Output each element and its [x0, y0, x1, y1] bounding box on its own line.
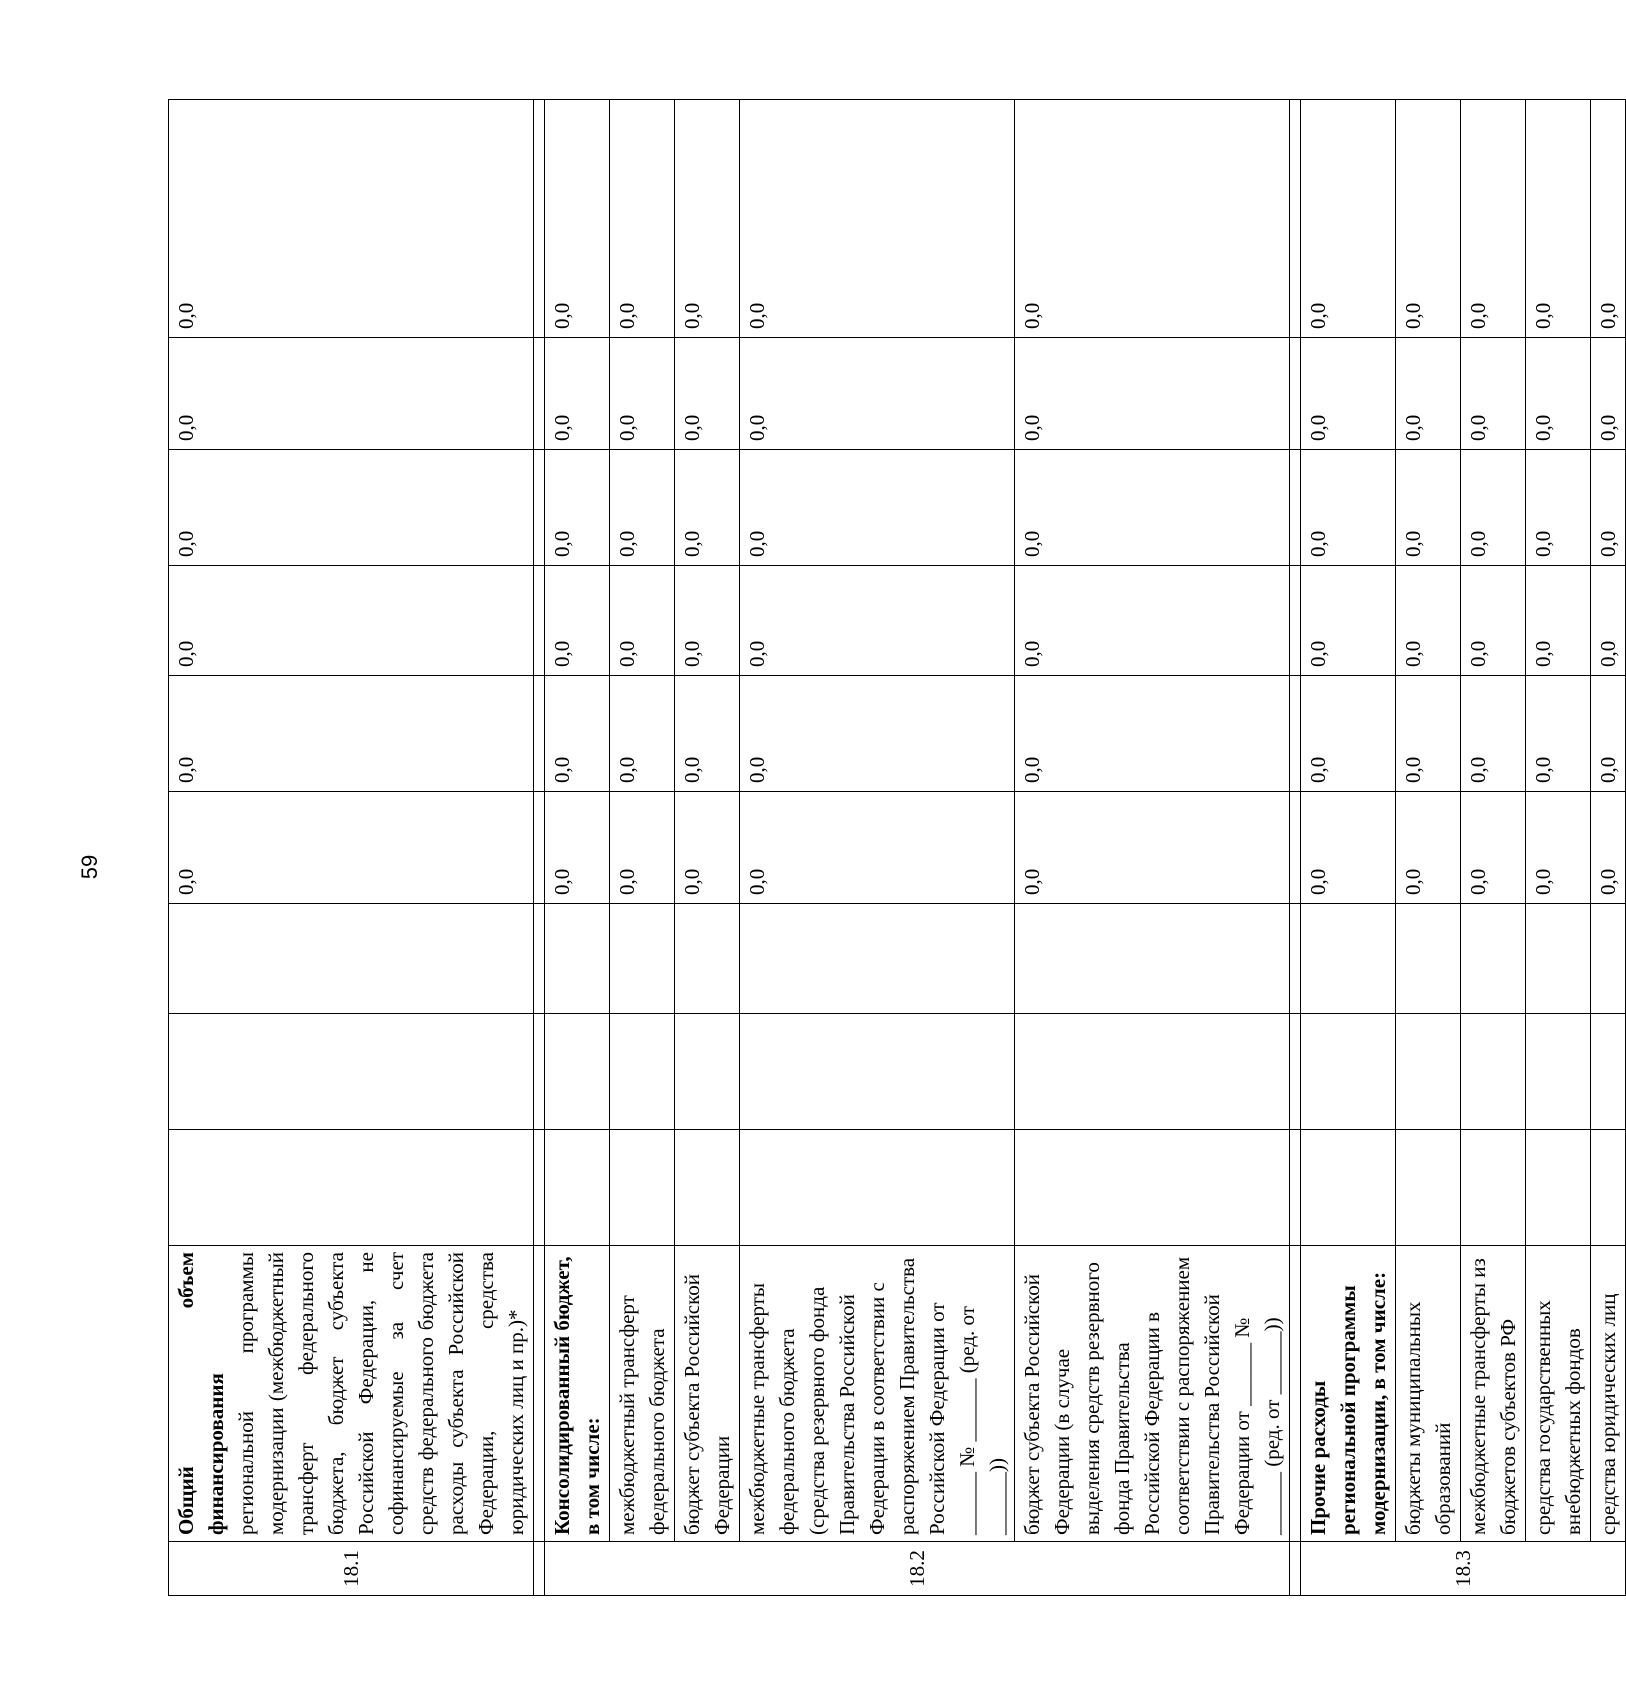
empty-cell	[1301, 904, 1396, 1014]
value-cell: 0,0	[545, 338, 610, 450]
empty-cell	[1461, 1130, 1526, 1246]
value-cell: 0,0	[1015, 676, 1290, 792]
value-cell: 0,0	[169, 792, 534, 904]
row-number: 18.1	[169, 1542, 534, 1596]
value-cell: 0,0	[1396, 676, 1461, 792]
value-cell: 0,0	[169, 676, 534, 792]
value-cell: 0,0	[1015, 792, 1290, 904]
empty-cell	[1015, 1014, 1290, 1130]
value-cell: 0,0	[1301, 450, 1396, 566]
empty-cell	[1015, 904, 1290, 1014]
empty-cell	[545, 904, 610, 1014]
table-row	[169, 100, 534, 1596]
value-cell: 0,0	[1526, 450, 1591, 566]
empty-cell	[610, 1130, 675, 1246]
value-cell: 0,0	[1461, 100, 1526, 338]
value-cell: 0,0	[675, 792, 740, 904]
row-number: 18.3	[1301, 1542, 1626, 1596]
value-cell: 0,0	[1015, 338, 1290, 450]
value-cell: 0,0	[1015, 566, 1290, 676]
value-cell: 0,0	[169, 566, 534, 676]
empty-cell	[1461, 904, 1526, 1014]
empty-cell	[169, 904, 534, 1014]
empty-cell	[1526, 904, 1591, 1014]
table-row	[1015, 100, 1290, 1596]
value-cell: 0,0	[1396, 338, 1461, 450]
value-cell: 0,0	[1461, 338, 1526, 450]
value-cell: 0,0	[610, 338, 675, 450]
empty-cell	[1591, 1014, 1626, 1130]
value-cell: 0,0	[1591, 338, 1626, 450]
table-row	[1461, 100, 1526, 1596]
value-cell: 0,0	[610, 450, 675, 566]
value-cell: 0,0	[1461, 676, 1526, 792]
empty-cell	[1526, 1014, 1591, 1130]
row-label-text: региональной программы модернизации (межбюджетный трансферт федерального бюджета, бюджет субъекта Российской Федерации, не софинансируемые за счет средств федерального бюджета расходы субъекта Российской Федерации, средства юридических лиц и пр.)*	[234, 1252, 528, 1535]
row-label: межбюджетный трансферт федерального бюджета	[610, 1246, 675, 1542]
value-cell: 0,0	[545, 676, 610, 792]
value-cell: 0,0	[740, 566, 1015, 676]
value-cell: 0,0	[675, 676, 740, 792]
empty-cell	[1591, 1130, 1626, 1246]
value-cell: 0,0	[1526, 338, 1591, 450]
value-cell: 0,0	[1301, 792, 1396, 904]
value-cell: 0,0	[1301, 100, 1396, 338]
empty-cell	[740, 1130, 1015, 1246]
empty-cell	[1396, 904, 1461, 1014]
value-cell: 0,0	[610, 100, 675, 338]
row-label: бюджеты муниципальных образований	[1396, 1246, 1461, 1542]
table-row	[1301, 100, 1396, 1596]
row-label: межбюджетные трансферты федерального бюджета (средства резервного фонда Правительства Российской Федерации в соответствии с распоряжением Правительства Российской Федерации от ______ № ______ (ред. от ______))	[740, 1246, 1015, 1542]
empty-cell	[1591, 904, 1626, 1014]
empty-cell	[610, 904, 675, 1014]
empty-cell	[545, 1014, 610, 1130]
empty-cell	[169, 1014, 534, 1130]
value-cell: 0,0	[1591, 676, 1626, 792]
value-cell: 0,0	[1526, 676, 1591, 792]
empty-cell	[1526, 1130, 1591, 1246]
table-row	[675, 100, 740, 1596]
value-cell: 0,0	[740, 338, 1015, 450]
table-row	[1526, 100, 1591, 1596]
row-label: бюджет субъекта Российской Федерации	[675, 1246, 740, 1542]
value-cell: 0,0	[1591, 566, 1626, 676]
value-cell: 0,0	[675, 566, 740, 676]
value-cell: 0,0	[740, 676, 1015, 792]
value-cell: 0,0	[610, 566, 675, 676]
value-cell: 0,0	[545, 792, 610, 904]
finance-table-rotated	[168, 100, 1620, 1596]
empty-cell	[675, 1014, 740, 1130]
empty-cell	[1396, 1130, 1461, 1246]
value-cell: 0,0	[1301, 338, 1396, 450]
value-cell: 0,0	[1526, 792, 1591, 904]
value-cell: 0,0	[1526, 566, 1591, 676]
table-row	[1396, 100, 1461, 1596]
value-cell: 0,0	[675, 100, 740, 338]
empty-cell	[675, 904, 740, 1014]
value-cell: 0,0	[1591, 450, 1626, 566]
finance-table	[168, 99, 1626, 1596]
value-cell: 0,0	[1396, 566, 1461, 676]
row-label	[169, 1246, 534, 1542]
value-cell: 0,0	[1396, 450, 1461, 566]
value-cell: 0,0	[740, 450, 1015, 566]
empty-cell	[169, 1130, 534, 1246]
value-cell: 0,0	[545, 100, 610, 338]
value-cell: 0,0	[169, 100, 534, 338]
row-label: Консолидированный бюджет, в том числе:	[545, 1246, 610, 1542]
value-cell: 0,0	[1301, 566, 1396, 676]
value-cell: 0,0	[1461, 450, 1526, 566]
value-cell: 0,0	[610, 676, 675, 792]
empty-cell	[740, 1014, 1015, 1130]
value-cell: 0,0	[169, 338, 534, 450]
row-label: средства юридических лиц	[1591, 1246, 1626, 1542]
value-cell: 0,0	[169, 450, 534, 566]
value-cell: 0,0	[1396, 792, 1461, 904]
row-label: Прочие расходы региональной программы модернизации, в том числе:	[1301, 1246, 1396, 1542]
row-label-bold: Общий объем финансирования	[174, 1252, 228, 1535]
value-cell: 0,0	[1015, 100, 1290, 338]
value-cell: 0,0	[610, 792, 675, 904]
table-row	[610, 100, 675, 1596]
empty-cell	[1015, 1130, 1290, 1246]
table-row	[1290, 100, 1301, 1596]
empty-cell	[1396, 1014, 1461, 1130]
empty-cell	[740, 904, 1015, 1014]
empty-cell	[1461, 1014, 1526, 1130]
value-cell: 0,0	[740, 100, 1015, 338]
value-cell: 0,0	[1396, 100, 1461, 338]
empty-cell	[610, 1014, 675, 1130]
table-row	[545, 100, 610, 1596]
empty-cell	[1301, 1130, 1396, 1246]
table-row	[534, 100, 545, 1596]
row-number: 18.2	[545, 1542, 1290, 1596]
row-label: средства государственных внебюджетных фондов	[1526, 1246, 1591, 1542]
value-cell: 0,0	[1301, 676, 1396, 792]
value-cell: 0,0	[675, 450, 740, 566]
value-cell: 0,0	[1591, 100, 1626, 338]
value-cell: 0,0	[1461, 792, 1526, 904]
value-cell: 0,0	[545, 450, 610, 566]
value-cell: 0,0	[1591, 792, 1626, 904]
row-label: межбюджетные трансферты из бюджетов субъектов РФ	[1461, 1246, 1526, 1542]
value-cell: 0,0	[1015, 450, 1290, 566]
page-number: 59	[77, 854, 102, 880]
value-cell: 0,0	[545, 566, 610, 676]
value-cell: 0,0	[1461, 566, 1526, 676]
value-cell: 0,0	[675, 338, 740, 450]
value-cell: 0,0	[740, 792, 1015, 904]
row-label: бюджет субъекта Российской Федерации (в случае выделения средств резервного фонда Правительства Российской Федерации в соответствии с распоряжением Правительства Российской Федерации от ______ № ______ (ред. от ______))	[1015, 1246, 1290, 1542]
table-row	[1591, 100, 1626, 1596]
empty-cell	[675, 1130, 740, 1246]
empty-cell	[545, 1130, 610, 1246]
empty-cell	[1301, 1014, 1396, 1130]
table-row	[740, 100, 1015, 1596]
value-cell: 0,0	[1526, 100, 1591, 338]
